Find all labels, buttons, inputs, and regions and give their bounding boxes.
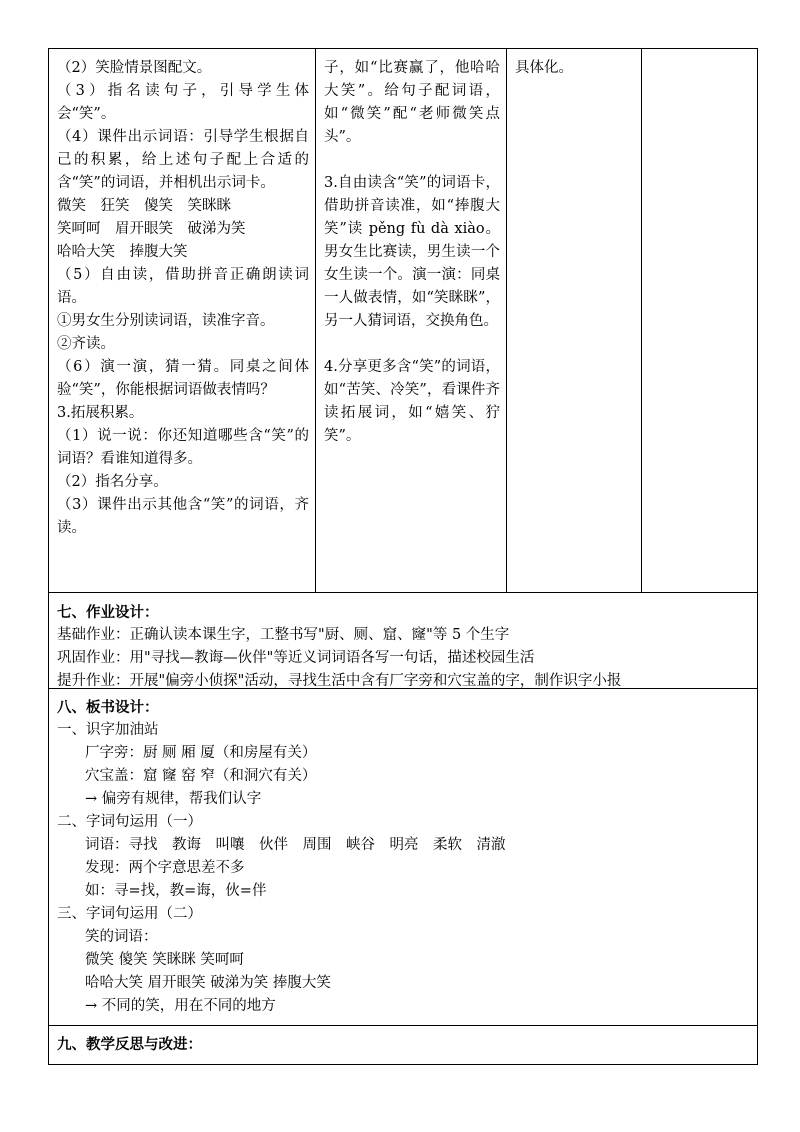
activity-line: ①男女生分别读词语，读准字音。 (57, 313, 275, 329)
reflection-row (49, 1026, 758, 1065)
design-intent-cell (507, 49, 642, 593)
homework-line: 巩固作业：用"寻找—教诲—伙伴"等近义词词语各写一句话，描述校园生活 (57, 650, 535, 666)
board-line: 哈哈大笑 眉开眼笑 破涕为笑 捧腹大笑 (85, 975, 331, 991)
board-line: 微笑 傻笑 笑眯眯 笑呵呵 (85, 952, 244, 968)
activity-row (49, 49, 758, 593)
activity-line: （4）课件出示词语：引导学生根据自己的积累，给上述句子配上合适的含“笑”的词语，并相机出示词卡。 (57, 129, 309, 191)
reflection-title: 九、教学反思与改进： (57, 1036, 202, 1053)
board-line: → 偏旁有规律，帮我们认字 (85, 791, 262, 807)
word-list-line: 哈哈大笑 捧腹大笑 (57, 244, 188, 260)
student-activity-paragraph: 3.自由读含“笑”的词语卡，借助拼音读准，如“捧腹大笑”读 pěng fù dà xiào。男女生比赛读，男生读一个女生读一个。演一演：同桌一人做表情，如“笑眯眯”，另一人猜词语，交换角色。 (324, 175, 500, 329)
activity-line: （1）说一说：你还知道哪些含“笑”的词语？看谁知道得多。 (57, 428, 309, 467)
homework-title: 七、作业设计： (57, 604, 159, 621)
homework-line: 基础作业：正确认读本课生字，工整书写"厨、厕、窟、窿"等 5 个生字 (57, 627, 510, 643)
lesson-plan-page (48, 48, 753, 1065)
board-line: 词语：寻找 教诲 叫嚷 伙伴 周围 峡谷 明亮 柔软 清澈 (85, 837, 506, 853)
activity-line: （2）指名分享。 (57, 474, 168, 490)
design-intent-text: 具体化。 (515, 60, 573, 76)
activity-line: （3）课件出示其他含“笑”的词语，齐读。 (57, 497, 309, 536)
board-line: 穴宝盖：窟 窿 窑 窄（和洞穴有关） (85, 768, 317, 784)
activity-line: 3.拓展积累。 (57, 405, 144, 421)
activity-line: （2）笑脸情景图配文。 (57, 60, 212, 76)
board-row (49, 689, 758, 1026)
activity-line: （6）演一演，猜一猜。同桌之间体验“笑”，你能根据词语做表情吗？ (57, 359, 309, 398)
teacher-activity-cell (49, 49, 316, 593)
homework-section (49, 593, 758, 689)
board-design-section (49, 689, 758, 1026)
board-section-heading: 三、字词句运用（二） (57, 906, 202, 922)
board-line: 笑的词语： (85, 929, 158, 945)
student-activity-paragraph: 子，如“比赛赢了，他哈哈大笑”。给句子配词语，如“微笑”配“老师微笑点头”。 (324, 60, 500, 145)
word-list-line: 微笑 狂笑 傻笑 笑眯眯 (57, 198, 231, 214)
lesson-plan-table (48, 48, 758, 1065)
board-line: 厂字旁：厨 厕 厢 厦（和房屋有关） (85, 745, 317, 761)
student-activity-paragraph: 4.分享更多含“笑”的词语，如“苦笑、冷笑”，看课件齐读拓展词，如“嬉笑、狞笑”。 (324, 359, 500, 444)
board-section-heading: 二、字词句运用（一） (57, 814, 202, 830)
activity-line: （5）自由读，借助拼音正确朗读词语。 (57, 267, 309, 306)
student-activity-cell (316, 49, 507, 593)
reflection-section (49, 1026, 758, 1065)
board-title: 八、板书设计： (57, 699, 159, 716)
activity-line: ②齐读。 (57, 336, 115, 352)
board-line: → 不同的笑，用在不同的地方 (85, 998, 276, 1014)
activity-line: （3）指名读句子，引导学生体会“笑”。 (57, 83, 309, 122)
word-list-line: 笑呵呵 眉开眼笑 破涕为笑 (57, 221, 246, 237)
homework-row (49, 593, 758, 689)
notes-cell (642, 49, 758, 593)
board-line: 发现：两个字意思差不多 (85, 860, 245, 876)
board-section-heading: 一、识字加油站 (57, 722, 159, 738)
board-line: 如：寻=找，教=诲，伙=伴 (85, 883, 267, 899)
homework-line: 提升作业：开展"偏旁小侦探"活动，寻找生活中含有厂字旁和穴宝盖的字，制作识字小报 (57, 673, 622, 689)
